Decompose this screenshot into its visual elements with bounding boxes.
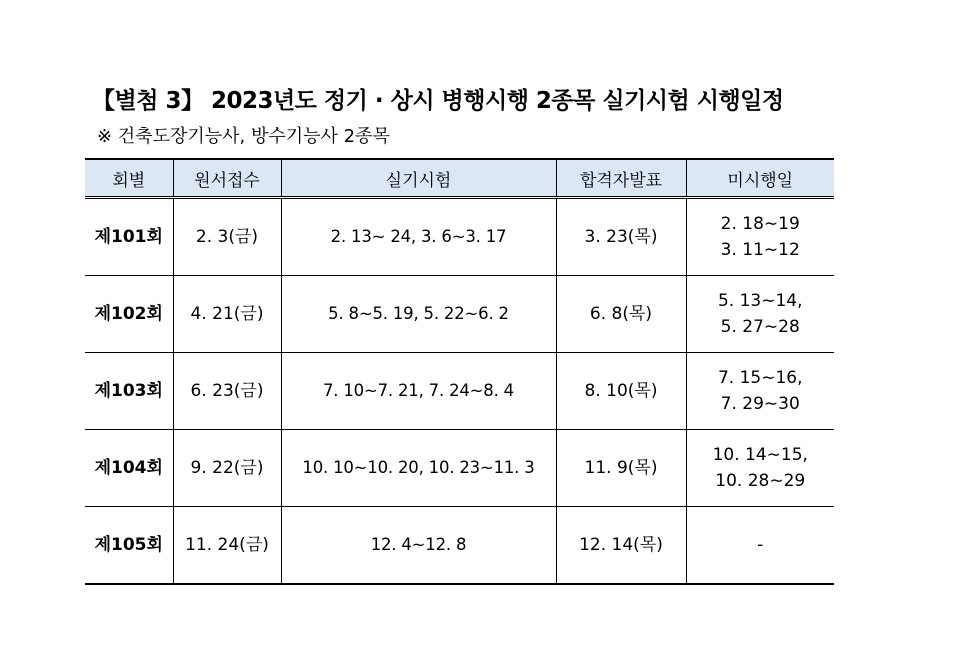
- exam-period-cell: 10. 10∼10. 20, 10. 23∼11. 3: [281, 430, 556, 507]
- application-cell: 4. 21(금): [173, 276, 281, 353]
- header-round: 회별: [85, 159, 173, 198]
- application-cell: 2. 3(금): [173, 198, 281, 276]
- application-cell: 9. 22(금): [173, 430, 281, 507]
- exam-period-cell: 12. 4∼12. 8: [281, 507, 556, 585]
- table-row: [85, 507, 834, 585]
- no-exam-line: 5. 13∼14,: [717, 291, 803, 311]
- application-cell: 11. 24(금): [173, 507, 281, 585]
- header-result-announcement: 합격자발표: [556, 159, 686, 198]
- no-exam-line: -: [757, 535, 764, 555]
- table-row: [85, 430, 834, 507]
- round-cell: 제105회: [85, 507, 173, 585]
- no-exam-line: 10. 28∼29: [715, 471, 806, 491]
- result-date-cell: 11. 9(목): [556, 430, 686, 507]
- no-exam-line: 10. 14∼15,: [712, 445, 808, 465]
- document-subtitle: ※ 건축도장기능사, 방수기능사 2종목: [97, 126, 390, 147]
- no-exam-days-cell: [686, 353, 834, 430]
- exam-period-cell: 2. 13∼ 24, 3. 6∼3. 17: [281, 198, 556, 276]
- header-no-exam-days: 미시행일: [686, 159, 834, 198]
- header-application: 원서접수: [173, 159, 281, 198]
- round-cell: 제103회: [85, 353, 173, 430]
- no-exam-days-cell: [686, 276, 834, 353]
- result-date-cell: 12. 14(목): [556, 507, 686, 585]
- round-cell: 제102회: [85, 276, 173, 353]
- no-exam-line: 2. 18∼19: [720, 214, 800, 234]
- no-exam-line: 5. 27∼28: [720, 317, 800, 337]
- no-exam-line: 7. 15∼16,: [717, 368, 803, 388]
- schedule-table: [85, 158, 834, 585]
- table-row: [85, 276, 834, 353]
- round-cell: 제101회: [85, 198, 173, 276]
- table-header-row: [85, 159, 834, 198]
- result-date-cell: 8. 10(목): [556, 353, 686, 430]
- result-date-cell: 6. 8(목): [556, 276, 686, 353]
- table-row: [85, 198, 834, 276]
- document-title: 【별첨 3】 2023년도 정기 · 상시 병행시행 2종목 실기시험 시행일정: [92, 88, 784, 114]
- exam-period-cell: 7. 10∼7. 21, 7. 24∼8. 4: [281, 353, 556, 430]
- no-exam-line: 7. 29∼30: [720, 394, 800, 414]
- application-cell: 6. 23(금): [173, 353, 281, 430]
- round-cell: 제104회: [85, 430, 173, 507]
- no-exam-days-cell: [686, 198, 834, 276]
- result-date-cell: 3. 23(목): [556, 198, 686, 276]
- no-exam-days-cell: [686, 507, 834, 585]
- header-practical-exam: 실기시험: [281, 159, 556, 198]
- exam-period-cell: 5. 8∼5. 19, 5. 22∼6. 2: [281, 276, 556, 353]
- no-exam-line: 3. 11∼12: [720, 240, 800, 260]
- no-exam-days-cell: [686, 430, 834, 507]
- table-row: [85, 353, 834, 430]
